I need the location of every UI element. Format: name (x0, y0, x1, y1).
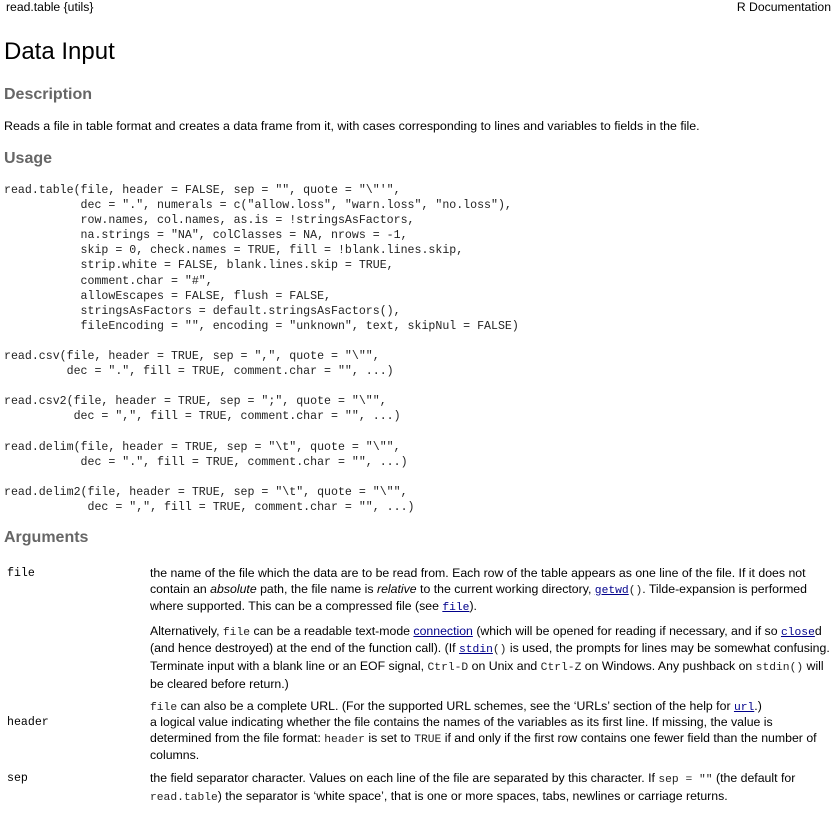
inline-code: sep = "" (658, 774, 713, 786)
arg-name-header: header (7, 716, 49, 729)
page-title: Data Input (4, 38, 115, 65)
usage-read-csv: read.csv(file, header = TRUE, sep = ",", quote = "\"", dec = ".", fill = TRUE, comment.char = "", ...) (4, 350, 394, 379)
text: ). (469, 599, 477, 614)
link-code: close (780, 626, 815, 639)
link-code: url (733, 702, 755, 715)
inline-code: () (492, 644, 507, 657)
inline-code: TRUE (414, 733, 442, 746)
text: the field separator character. Values on each line of the file are separated by this character. If (150, 771, 659, 785)
inline-code: Ctrl-Z (540, 661, 582, 674)
text: . Tilde-expansion is performed where supported. This can be a compressed file (see (150, 581, 807, 614)
link-code: getwd (594, 584, 629, 597)
arg-header-para (150, 715, 834, 764)
inline-code: stdin() (755, 661, 804, 674)
inline-code: Ctrl-D (427, 661, 469, 674)
arg-sep-para (150, 771, 834, 806)
link-stdin[interactable] (459, 641, 493, 655)
description-text: Reads a file in table format and creates a data frame from it, with cases corresponding to lines and variables to fields in the file. (4, 119, 700, 133)
inline-code: file (222, 626, 251, 639)
text: (which will be opened for reading if necessary, and if so (472, 623, 781, 638)
text: will be cleared before return.) (150, 658, 824, 691)
text: is set to (364, 730, 415, 745)
inline-code: read.table (150, 791, 218, 804)
usage-read-table: read.table(file, header = FALSE, sep = "", quote = "\"'", dec = ".", numerals = c("allow.loss", "warn.loss", "no.loss"), row.names, col.names, as.is = !stringsAsFactors, na.strings = "NA", colClasses = NA, nrows = -1, skip = 0, check.names = TRUE, fill = !blank.lines.skip, strip.white = FALSE, blank.lines.skip = TRUE, comment.char = "#", allowEscapes = FALSE, flush = FALSE, stringsAsFactors = default.stringsAsFactors(), fileEncoding = "", encoding = "unknown", text, skipNul = FALSE) (4, 184, 519, 333)
page-header (6, 0, 831, 16)
usage-read-delim2: read.delim2(file, header = TRUE, sep = "\t", quote = "\"", dec = ",", fill = TRUE, comment.char = "", ...) (4, 485, 415, 514)
text: path, the file name is (256, 581, 377, 596)
text: Alternatively, (150, 623, 223, 638)
text: to the current working directory, (416, 581, 595, 596)
inline-code: header (324, 733, 365, 746)
text: .) (754, 699, 762, 714)
arg-file-para-2 (150, 624, 834, 692)
link-file[interactable] (442, 599, 469, 613)
link-close[interactable] (781, 624, 815, 638)
text: is used, the prompts for lines may be somewhat confusing. Terminate input with a blank line or an EOF signal, (150, 641, 830, 673)
link-code: stdin (458, 644, 493, 657)
arg-name-file: file (7, 567, 35, 580)
text: if and only if the first row contains one fewer field than the number of columns. (150, 730, 817, 763)
text: ) the separator is ‘white space’, that is one or more spaces, tabs, newlines or carriage returns. (217, 788, 728, 803)
arg-desc-sep (150, 771, 834, 806)
arg-desc-file (150, 566, 834, 717)
usage-code-block (4, 183, 519, 515)
doc-label: R Documentation (736, 0, 831, 14)
text: can also be a complete URL. (For the supported URL schemes, see the ‘URLs’ section of the help for (177, 699, 734, 714)
section-heading-usage: Usage (4, 150, 53, 167)
link-getwd[interactable] (595, 582, 629, 596)
text: can be a readable text-mode (250, 623, 414, 638)
text: on Unix and (468, 658, 541, 673)
text: a logical value indicating whether the file contains the names of the variables as its first line. If missing, the value is determined from the file format: (150, 715, 773, 745)
inline-code: () (628, 584, 643, 597)
package-label: read.table {utils} (6, 0, 94, 14)
usage-read-delim: read.delim(file, header = TRUE, sep = "\t", quote = "\"", dec = ".", fill = TRUE, comment.char = "", ...) (4, 440, 408, 469)
text: (the default for (712, 771, 796, 785)
section-heading-description: Description (4, 86, 93, 103)
link-connection[interactable]: connection (413, 623, 473, 638)
link-url[interactable] (734, 699, 754, 713)
emphasis: absolute (210, 581, 257, 596)
text: d (and hence destroyed) at the end of the function call). (If (150, 623, 822, 656)
arg-desc-header (150, 715, 834, 764)
arg-file-para-1 (150, 566, 834, 617)
link-code: file (442, 602, 470, 615)
text: the name of the file which the data are to be read from. Each row of the table appears as one line of the file. If it does not contain an (150, 566, 806, 596)
emphasis: relative (376, 581, 417, 596)
usage-read-csv2: read.csv2(file, header = TRUE, sep = ";", quote = "\"", dec = ",", fill = TRUE, comment.char = "", ...) (4, 395, 401, 424)
inline-code: file (150, 702, 178, 715)
arg-name-sep: sep (7, 772, 28, 785)
section-heading-arguments: Arguments (4, 529, 89, 546)
text: on Windows. Any pushback on (581, 658, 756, 673)
